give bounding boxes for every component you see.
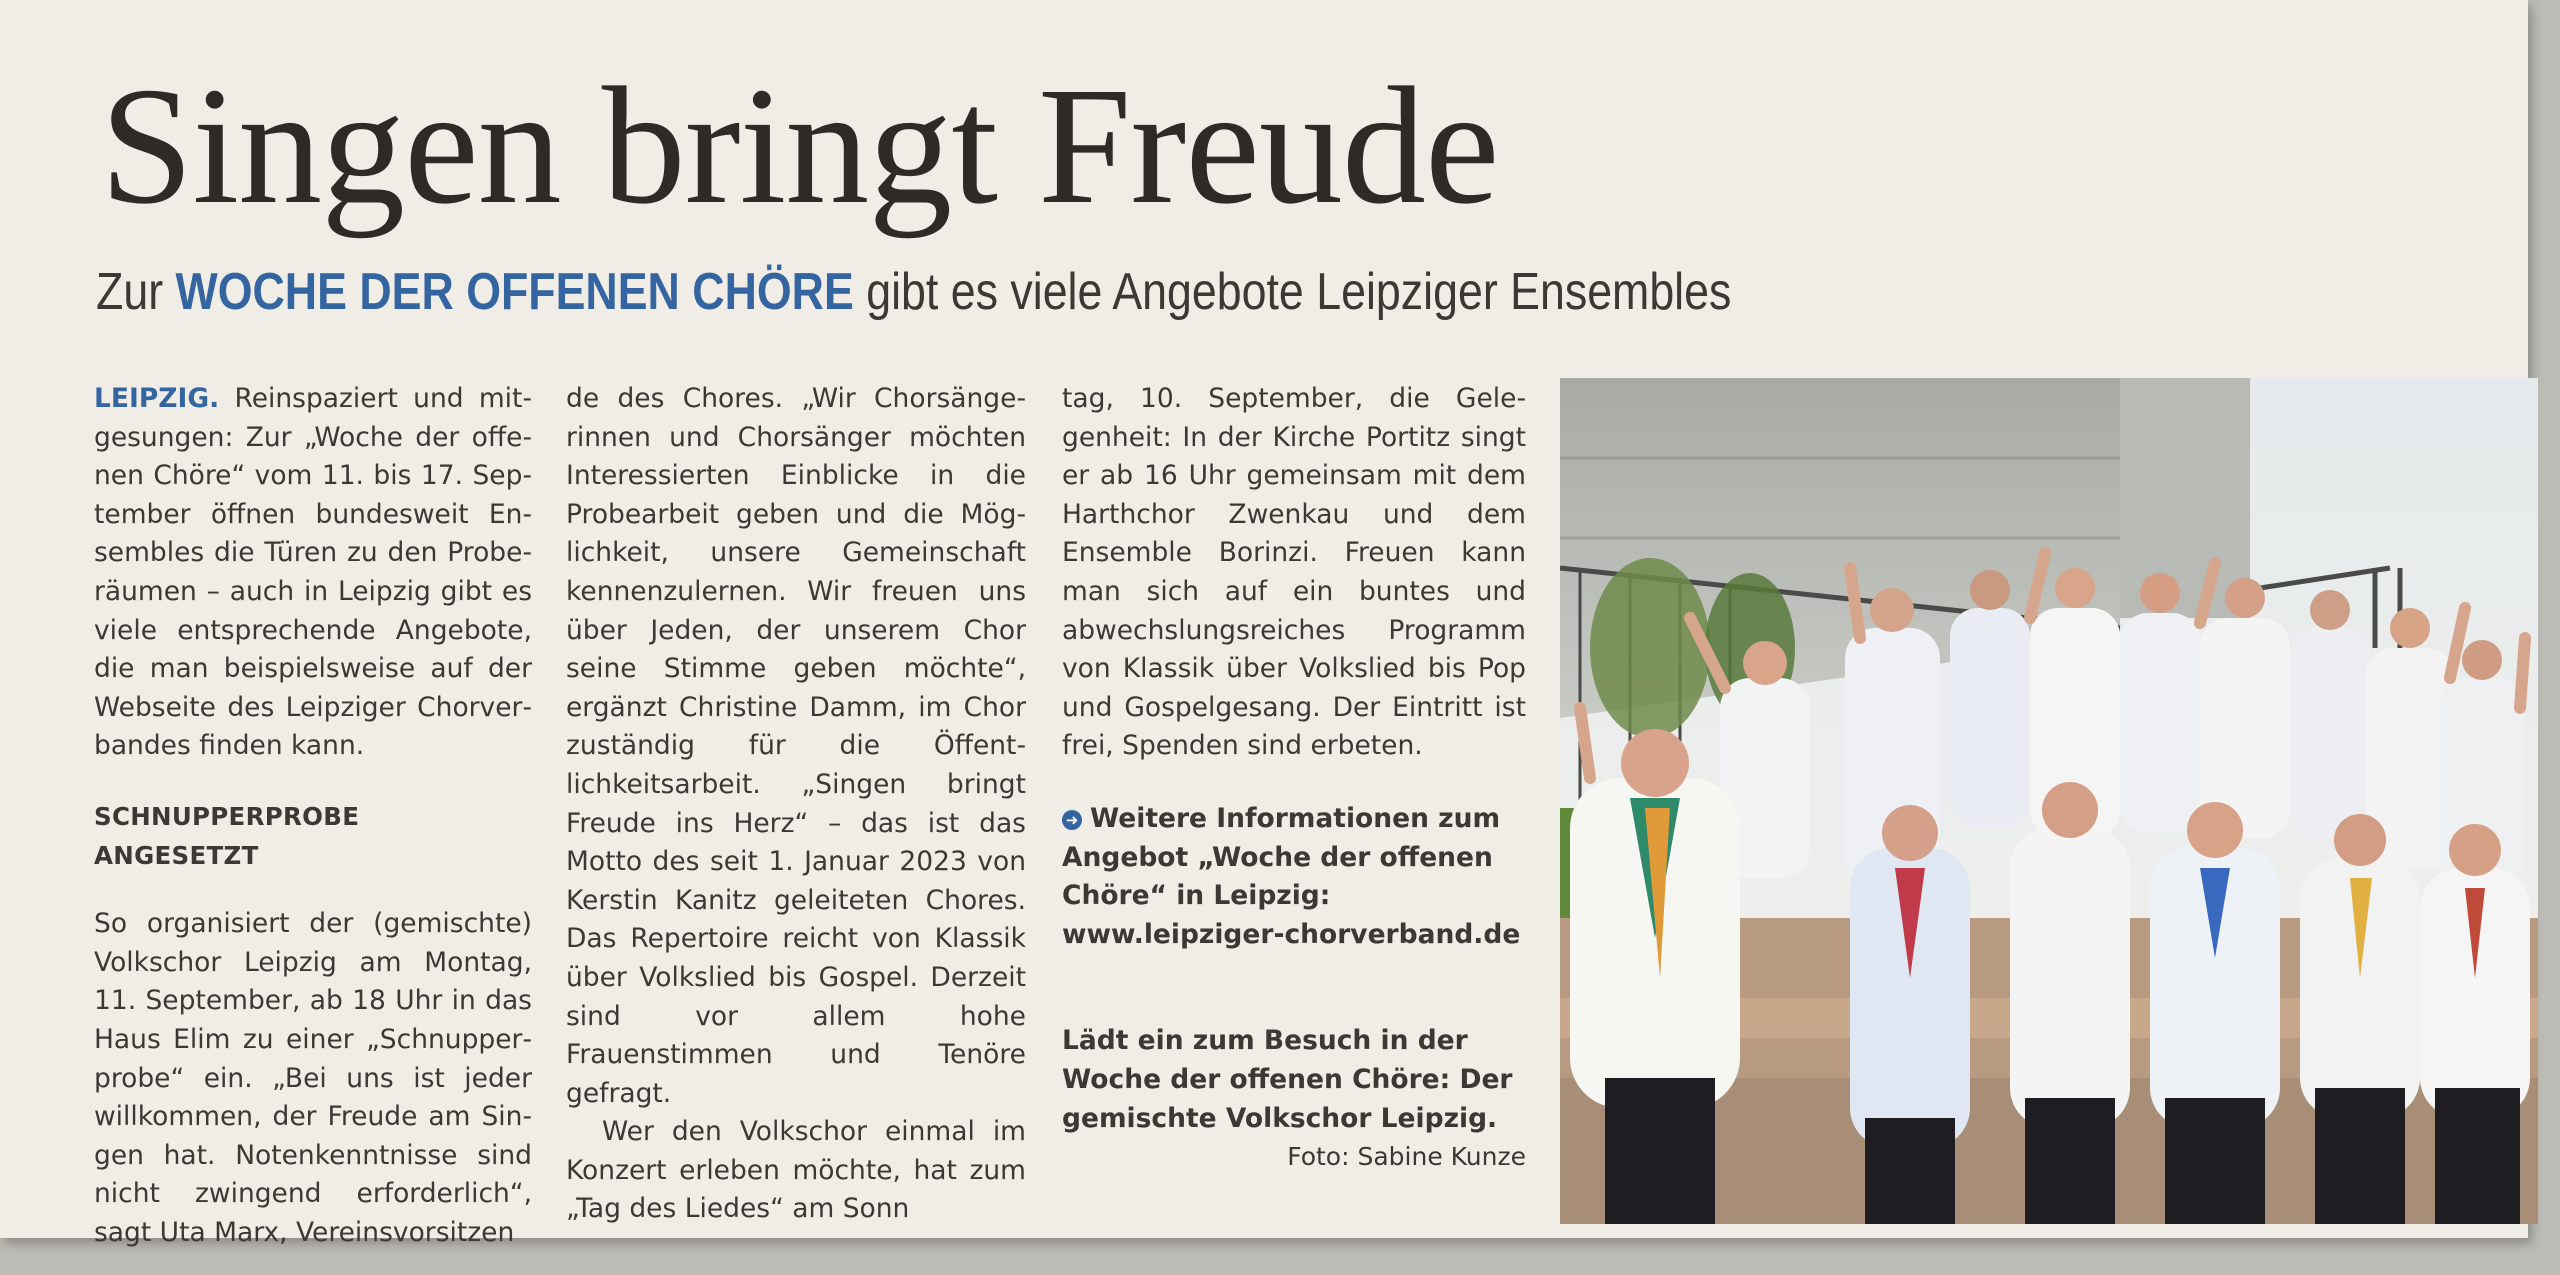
section-heading: SCHNUPPERPROBE ANGESETZT [94,801,360,870]
info-url-link[interactable]: www.leipziger-chorverband.de [1062,918,1521,950]
choir-photo-illustration [1560,378,2538,1224]
subheadline [96,262,1731,322]
info-text: Weitere Informationen zum Angebot „Woche der offenen Chöre“ in Leipzig: [1062,802,1501,912]
paragraph-1-part-b: de des Chores. „Wir Chorsängerinnen und Chorsänger möchten Interessierten Einblicke in die Probearbeit geben und die Möglichkeit, unsere Gemeinschaft kennenzulernen. Wir freuen uns über Jeden, der unserem Chor seine Stimme geben möchte“, ergänzt Christine Damm, im Chor zuständig für die Öffentlichkeitsarbeit. „Singen bringt Freude ins Herz“ – das ist das Motto des seit 1. Januar 2023 von Kerstin Kanitz geleiteten Chores. Das Repertoire reicht von Klassik über Volkslied bis Gospel. Derzeit sind vor allem hohe Frauenstimmen und Tenöre gefragt. [566,383,1026,1109]
article-column-2 [566,380,1026,1229]
choir-photo [1560,378,2538,1224]
subheadline-pre: Zur [96,263,164,321]
info-box [1062,800,1526,954]
subheadline-post: gibt es viele Angebote Leipziger Ensembles [866,263,1732,321]
paragraph-1-part-a: So organisiert der (gemischte) Volkschor Leipzig am Montag, 11. September, ab 18 Uhr in das Haus Elim zu einer „Schnupperprobe“ ein. „Bei uns ist jeder willkommen, der Freude am Singen hat. Notenkenntnisse sind nicht zwingend erforderlich“, sagt Uta Marx, Vereinsvorsitzen [94,908,532,1248]
headline: Singen bringt Freude [100,53,1499,239]
photo-caption: Lädt ein zum Besuch in der Woche der offenen Chöre: Der gemischte Volkschor Leipzig. [1062,1025,1513,1134]
article-column-1 [94,380,532,1252]
arrow-right-icon: ➜ [1062,810,1082,830]
dateline: LEIPZIG. [94,383,220,414]
lead-paragraph [94,380,532,766]
subheadline-highlight: WOCHE DER OFFENEN CHÖRE [175,263,854,321]
paragraph-2-part-b: tag, 10. September, die Gelegenheit: In der Kirche Portitz singt er ab 16 Uhr gemeinsam mit dem Harthchor Zwenkau und dem Ensemble Borinzi. Freuen kann man sich auf ein buntes und abwechslungsreiches Programm von Klassik über Volkslied bis Pop und Gospelgesang. Der Eintritt ist frei, Spenden sind erbeten. [1062,383,1526,762]
article-column-3 [1062,380,1526,1177]
photo-credit: Foto: Sabine Kunze [1287,1142,1526,1172]
lead-text: Reinspaziert und mitgesungen: Zur „Woche der offenen Chöre“ vom 11. bis 17. September öffnen bundesweit Ensembles die Türen zu den Proberäumen – auch in Leipzig gibt es viele entsprechende Angebote, die man beispielsweise auf der Webseite des Leipziger Chorverbandes finden kann. [94,383,532,762]
paragraph-2-part-a: Wer den Volkschor einmal im Konzert erleben möchte, hat zum „Tag des Liedes“ am Sonn [566,1116,1026,1225]
